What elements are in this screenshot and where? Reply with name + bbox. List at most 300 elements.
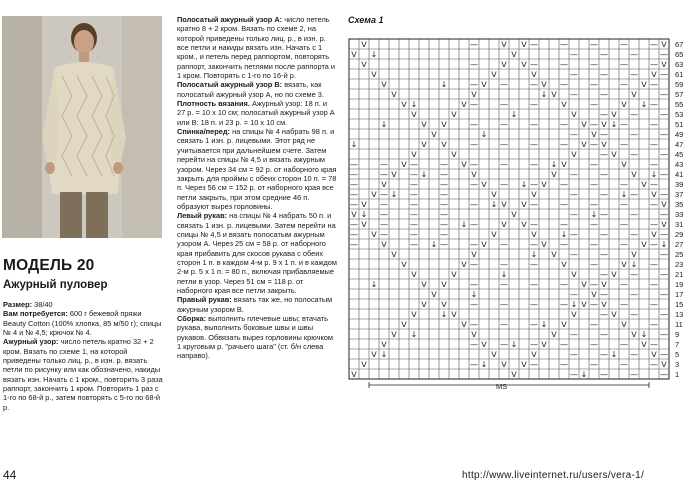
chart-cell-symbol: — (600, 330, 608, 339)
chart-cell-symbol: — (530, 160, 538, 169)
chart-row-label: 51 (675, 120, 684, 129)
chart-cell-symbol: ᐯ (571, 270, 577, 279)
chart-cell-symbol: — (630, 210, 638, 219)
chart-cell-symbol: — (660, 90, 668, 99)
chart-cell-symbol: ᐯ (381, 180, 387, 189)
chart-row-label: 33 (675, 210, 684, 219)
chart-cell-symbol: — (590, 200, 598, 209)
chart-cell-symbol: — (630, 270, 638, 279)
chart-cell-symbol: — (600, 150, 608, 159)
chart-cell-symbol: ᐯ (441, 280, 447, 289)
chart-cell-symbol: ↓ (500, 270, 508, 279)
chart-cell-symbol: — (620, 360, 628, 369)
chart-cell-symbol: — (500, 320, 508, 329)
chart-cell-symbol: ᐯ (651, 70, 657, 79)
chart-row-label: 29 (675, 230, 684, 239)
chart-cell-symbol: — (410, 210, 418, 219)
chart-cell-symbol: — (470, 160, 478, 169)
chart-cell-symbol: — (500, 180, 508, 189)
chart-cell-symbol: — (570, 250, 578, 259)
chart-cell-symbol: ↓ (580, 370, 588, 379)
chart-cell-symbol: — (560, 340, 568, 349)
chart-cell-symbol: — (500, 120, 508, 129)
chart-cell-symbol: ↓ (420, 170, 428, 179)
chart-cell-symbol: — (410, 160, 418, 169)
chart-cell-symbol: ᐯ (441, 300, 447, 309)
chart-cell-symbol: — (600, 290, 608, 299)
chart-cell-symbol: ᐯ (641, 80, 647, 89)
chart-cell-symbol: — (660, 230, 668, 239)
chart-cell-symbol: — (530, 40, 538, 49)
chart-cell-symbol: — (440, 220, 448, 229)
right-sleeve-label: Правый рукав: (177, 295, 232, 305)
chart-cell-symbol: ᐯ (521, 360, 527, 369)
chart-cell-symbol: ᐯ (601, 280, 607, 289)
right-sleeve-text: вязать так же, но полосатым ажурным узором В. (177, 295, 333, 314)
chart-cell-symbol: ↓ (520, 180, 528, 189)
chart-cell-symbol: ᐯ (461, 260, 467, 269)
chart-cell-symbol: — (600, 210, 608, 219)
chart-cell-symbol: ↓ (480, 130, 488, 139)
size-label: Размер: (3, 300, 33, 309)
model-photo (2, 16, 162, 238)
chart-cell-symbol: ᐯ (531, 70, 537, 79)
chart-cell-symbol: ᐯ (581, 120, 587, 129)
chart-cell-symbol: — (660, 130, 668, 139)
assembly-label: Сборка: (177, 314, 207, 323)
need-label: Вам потребуется: (3, 309, 68, 319)
chart-cell-symbol: ↓ (540, 90, 548, 99)
chart-cell-symbol: — (620, 200, 628, 209)
chart-cell-symbol: ᐯ (501, 40, 507, 49)
chart-cell-symbol: — (620, 180, 628, 189)
knitting-chart (347, 35, 698, 397)
chart-cell-symbol: — (470, 200, 478, 209)
chart-cell-symbol: ᐯ (661, 220, 667, 229)
chart-cell-symbol: ᐯ (361, 60, 367, 69)
chart-cell-symbol: — (560, 280, 568, 289)
chart-cell-symbol: — (530, 100, 538, 109)
chart-cell-symbol: ᐯ (661, 40, 667, 49)
chart-cell-symbol: — (660, 270, 668, 279)
chart-cell-symbol: ↓ (390, 190, 398, 199)
chart-cell-symbol: — (650, 300, 658, 309)
chart-cell-symbol: — (600, 370, 608, 379)
chart-cell-symbol: ᐯ (541, 240, 547, 249)
chart-cell-symbol: ᐯ (371, 70, 377, 79)
chart-cell-symbol: ᐯ (551, 330, 557, 339)
chart-cell-symbol: — (350, 190, 358, 199)
chart-cell-symbol: — (620, 60, 628, 69)
chart-cell-symbol: — (630, 110, 638, 119)
density-label: Плотность вязания. (177, 99, 250, 109)
chart-cell-symbol: — (470, 120, 478, 129)
chart-row-label: 47 (675, 140, 684, 149)
ms-bracket (369, 382, 649, 388)
chart-cell-symbol: — (570, 330, 578, 339)
chart-cell-symbol: — (630, 70, 638, 79)
chart-cell-symbol: — (590, 360, 598, 369)
assembly-text: выполнить плечевые швы; втачать рукава, выполнить боковые швы и швы рукавов. Обвязать вырез горловины крючком 1 круговым р. "рачьего шага" (ст. б/н слева направо). (177, 314, 333, 361)
chart-cell-symbol: — (650, 320, 658, 329)
chart-cell-symbol: ᐯ (561, 100, 567, 109)
pattern-paragraph (3, 337, 165, 412)
chart-cell-symbol: ᐯ (601, 120, 607, 129)
chart-row-label: 3 (675, 360, 680, 369)
chart-cell-symbol: — (470, 340, 478, 349)
chart-cell-symbol: — (660, 210, 668, 219)
chart-cell-symbol: — (600, 170, 608, 179)
chart-cell-symbol: ᐯ (531, 190, 537, 199)
chart-cell-symbol: ↓ (570, 300, 578, 309)
chart-cell-symbol: — (630, 350, 638, 359)
chart-row-label: 17 (675, 290, 684, 299)
chart-cell-symbol: ᐯ (631, 330, 637, 339)
chart-cell-symbol: — (410, 180, 418, 189)
pattern-a-paragraph (177, 15, 337, 80)
chart-cell-symbol: ↓ (640, 330, 648, 339)
chart-cell-symbol: ᐯ (601, 140, 607, 149)
chart-cell-symbol: — (500, 100, 508, 109)
chart-cell-symbol: — (660, 250, 668, 259)
chart-cell-symbol: ᐯ (611, 310, 617, 319)
chart-row-label: 21 (675, 270, 684, 279)
right-sleeve-paragraph (177, 295, 337, 314)
chart-cell-symbol: — (530, 360, 538, 369)
chart-cell-symbol: — (660, 310, 668, 319)
chart-cell-symbol: ᐯ (551, 170, 557, 179)
chart-cell-symbol: ᐯ (451, 310, 457, 319)
back-front-paragraph (177, 127, 337, 211)
chart-cell-symbol: ↓ (370, 50, 378, 59)
chart-cell-symbol: ↓ (510, 110, 518, 119)
chart-cell-symbol: — (530, 320, 538, 329)
chart-cell-symbol: — (650, 140, 658, 149)
chart-cell-symbol: ↓ (640, 100, 648, 109)
chart-cell-symbol: — (570, 230, 578, 239)
chart-cell-symbol: ᐯ (641, 180, 647, 189)
chart-cell-symbol: — (620, 340, 628, 349)
chart-cell-symbol: ᐯ (421, 140, 427, 149)
chart-row-label: 31 (675, 220, 684, 229)
chart-cell-symbol: ↓ (460, 220, 468, 229)
chart-cell-symbol: — (440, 200, 448, 209)
chart-cell-symbol: — (470, 360, 478, 369)
chart-cell-symbol: — (590, 340, 598, 349)
back-front-text: на спицы № 4 набрать 98 п. и связать 1 изн. р. лицевыми. Этот ряд не учитывается при дальнейшем счете. Затем перейти на спицы № 4,5 и вязать ажурным узором. Через 34 см = 92 р. от наборного края закрыть для проймы с обеих сторон 10 п. = 78 п. Через 56 см = 152 р. от наборного края все петли закрыть, при этом средние 46 п. образуют вырез горловины. (177, 127, 337, 211)
chart-cell-symbol: ᐯ (661, 360, 667, 369)
chart-cell-symbol: ᐯ (641, 240, 647, 249)
chart-cell-symbol: — (650, 360, 658, 369)
chart-row-label: 11 (675, 320, 683, 329)
instructions-column-2 (177, 15, 337, 361)
chart-cell-symbol: ᐯ (481, 80, 487, 89)
chart-cell-symbol: ᐯ (381, 340, 387, 349)
chart-row-label: 39 (675, 180, 684, 189)
chart-cell-symbol: ᐯ (611, 270, 617, 279)
chart-cell-symbol: ᐯ (371, 350, 377, 359)
chart-cell-symbol: — (470, 100, 478, 109)
chart-cell-symbol: — (530, 240, 538, 249)
chart-cell-symbol: ᐯ (651, 350, 657, 359)
chart-cell-symbol: ᐯ (351, 50, 357, 59)
chart-cell-symbol: ᐯ (481, 240, 487, 249)
need-paragraph (3, 309, 165, 337)
chart-cell-symbol: ↓ (660, 240, 668, 249)
chart-cell-symbol: ᐯ (661, 200, 667, 209)
chart-cell-symbol: — (440, 210, 448, 219)
chart-cell-symbol: ᐯ (621, 100, 627, 109)
chart-row-label: 7 (675, 340, 680, 349)
chart-cell-symbol: — (560, 200, 568, 209)
chart-cell-symbol: — (660, 70, 668, 79)
pattern-text: число петель кратно 32 + 2 кром. Вязать по схеме 1, на которой приведены только лиц. р., в изн. р. вязать петли по рисунку или как обозначено, накиды вязать изн. Начать с 1 кром., повторить 3 раза раппорт, закончить 1 кром. Повторить 1 раз с 1-го по 68-й р., затем повторять с 5-го по 68-й р. (3, 337, 163, 412)
chart-cell-symbol: — (600, 190, 608, 199)
chart-row-label: 65 (675, 50, 684, 59)
chart-cell-symbol: ᐯ (391, 90, 397, 99)
chart-cell-symbol: ᐯ (491, 350, 497, 359)
chart-cell-symbol: — (570, 50, 578, 59)
chart-cell-symbol: — (530, 340, 538, 349)
chart-cell-symbol: — (410, 200, 418, 209)
chart-cell-symbol: — (410, 230, 418, 239)
chart-cell-symbol: ᐯ (511, 210, 517, 219)
chart-cell-symbol: ᐯ (631, 170, 637, 179)
chart-cell-symbol: — (590, 280, 598, 289)
chart-cell-symbol: ᐯ (521, 60, 527, 69)
chart-cell-symbol: — (570, 190, 578, 199)
chart-cell-symbol: — (410, 170, 418, 179)
chart-cell-symbol: ᐯ (571, 110, 577, 119)
pattern-b-label: Полосатый ажурный узор В: (177, 80, 283, 90)
chart-row-label: 55 (675, 100, 684, 109)
chart-cell-symbol: ᐯ (591, 130, 597, 139)
chart-cell-symbol: ᐯ (391, 330, 397, 339)
chart-cell-symbol: ↓ (620, 190, 628, 199)
chart-row-label: 57 (675, 90, 684, 99)
chart-cell-symbol: — (500, 160, 508, 169)
chart-cell-symbol: ᐯ (411, 270, 417, 279)
chart-cell-symbol: — (410, 220, 418, 229)
chart-cell-symbol: ᐯ (561, 160, 567, 169)
chart-cell-symbol: — (470, 220, 478, 229)
chart-cell-symbol: — (560, 220, 568, 229)
instructions-column-1 (3, 300, 165, 412)
chart-cell-symbol: ↓ (610, 120, 618, 129)
chart-cell-symbol: ᐯ (561, 320, 567, 329)
chart-row-label: 35 (675, 200, 684, 209)
chart-cell-symbol: — (570, 370, 578, 379)
chart-cell-symbol: ᐯ (451, 150, 457, 159)
chart-cell-symbol: — (530, 300, 538, 309)
chart-cell-symbol: — (620, 240, 628, 249)
chart-cell-symbol: ᐯ (371, 190, 377, 199)
chart-cell-symbol: — (600, 230, 608, 239)
left-sleeve-text: на спицы № 4 набрать 50 п. и связать 1 изн. р. лицевыми. Затем перейти на спицы № 4,5 и вязать полосатым ажурным узором А. Через 25 см = 58 р. от наборного края прибавить для скосов рукава с обеих сторон 1 п. в каждом 4-м р. 9 х 1 п. и в каждом 2-м р. 5 х 1 п. = 80 п., включая прибавляемые петли в узор. Через 51 см = 118 р. от наборного края все петли закрыть. (177, 211, 337, 295)
chart-cell-symbol: ᐯ (631, 90, 637, 99)
chart-row-label: 53 (675, 110, 684, 119)
chart-cell-symbol: ᐯ (621, 160, 627, 169)
chart-cell-symbol: ᐯ (471, 90, 477, 99)
chart-cell-symbol: ᐯ (481, 340, 487, 349)
chart-cell-symbol: — (560, 180, 568, 189)
chart-cell-symbol: ᐯ (431, 290, 437, 299)
chart-row-label: 41 (675, 170, 684, 179)
chart-cell-symbol: ᐯ (381, 80, 387, 89)
chart-cell-symbol: ᐯ (641, 340, 647, 349)
chart-cell-symbol: — (630, 310, 638, 319)
chart-cell-symbol: — (660, 50, 668, 59)
chart-cell-symbol: — (500, 300, 508, 309)
chart-cell-symbol: ᐯ (571, 150, 577, 159)
chart-cell-symbol: — (470, 300, 478, 309)
chart-cell-symbol: ᐯ (421, 300, 427, 309)
footer-url: http://www.liveinternet.ru/users/vera-1/ (462, 470, 645, 481)
chart-cell-symbol: ᐯ (511, 370, 517, 379)
chart-cell-symbol: — (650, 260, 658, 269)
chart-cell-symbol: ↓ (350, 140, 358, 149)
chart-cell-symbol: — (530, 180, 538, 189)
chart-cell-symbol: — (660, 170, 668, 179)
chart-cell-symbol: ↓ (440, 310, 448, 319)
chart-cell-symbol: — (660, 290, 668, 299)
chart-cell-symbol: — (500, 80, 508, 89)
chart-cell-symbol: — (380, 210, 388, 219)
chart-cell-symbol: ↓ (370, 280, 378, 289)
chart-cell-symbol: — (620, 120, 628, 129)
chart-cell-symbol: — (590, 300, 598, 309)
chart-cell-symbol: ᐯ (421, 120, 427, 129)
chart-row-label: 43 (675, 160, 684, 169)
chart-cell-symbol: ᐯ (631, 250, 637, 259)
chart-cell-symbol: ↓ (550, 160, 558, 169)
chart-cell-symbol: ᐯ (611, 150, 617, 159)
chart-cell-symbol: ᐯ (611, 110, 617, 119)
chart-cell-symbol: — (630, 230, 638, 239)
chart-cell-symbol: — (350, 160, 358, 169)
chart-cell-symbol: — (560, 300, 568, 309)
chart-cell-symbol: — (650, 340, 658, 349)
chart-cell-symbol: — (440, 160, 448, 169)
chart-cell-symbol: ᐯ (351, 370, 357, 379)
chart-cell-symbol: — (530, 120, 538, 129)
chart-cell-symbol: ↓ (590, 210, 598, 219)
chart-cell-symbol: ᐯ (501, 60, 507, 69)
chart-cell-symbol: ᐯ (491, 70, 497, 79)
chart-cell-symbol: ᐯ (411, 110, 417, 119)
chart-cell-symbol: — (650, 180, 658, 189)
chart-cell-symbol: — (600, 350, 608, 359)
chart-cell-symbol: — (590, 220, 598, 229)
chart-cell-symbol: — (590, 60, 598, 69)
chart-cell-symbol: — (590, 120, 598, 129)
chart-cell-symbol: — (380, 200, 388, 209)
chart-cell-symbol: ᐯ (571, 310, 577, 319)
chart-cell-symbol: — (470, 60, 478, 69)
back-front-label: Спинка/перед: (177, 127, 231, 137)
chart-cell-symbol: — (560, 360, 568, 369)
chart-cell-symbol: — (650, 280, 658, 289)
chart-cell-symbol: ᐯ (391, 250, 397, 259)
chart-row-label: 23 (675, 260, 684, 269)
left-sleeve-paragraph (177, 211, 337, 295)
chart-cell-symbol: — (380, 170, 388, 179)
chart-cell-symbol: ᐯ (461, 100, 467, 109)
chart-cell-symbol: ↓ (480, 360, 488, 369)
chart-cell-symbol: — (440, 180, 448, 189)
chart-cell-symbol: ↓ (490, 200, 498, 209)
chart-cell-symbol: — (660, 150, 668, 159)
chart-cell-symbol: — (440, 240, 448, 249)
chart-cell-symbol: ↓ (510, 340, 518, 349)
chart-cell-symbol: — (650, 60, 658, 69)
chart-cell-symbol: — (560, 80, 568, 89)
chart-cell-symbol: ᐯ (521, 220, 527, 229)
chart-cell-symbol: ↓ (410, 100, 418, 109)
chart-cell-symbol: ᐯ (471, 330, 477, 339)
pattern-b-paragraph (177, 80, 337, 99)
schema-title: Схема 1 (348, 15, 384, 25)
knitting-chart-grid (347, 35, 698, 397)
chart-cell-symbol: — (530, 140, 538, 149)
chart-cell-symbol: — (600, 90, 608, 99)
chart-cell-symbol: ↓ (610, 350, 618, 359)
pattern-label: Ажурный узор: (3, 337, 59, 347)
chart-cell-symbol: — (470, 140, 478, 149)
chart-cell-symbol: ᐯ (391, 170, 397, 179)
size-value: 38/40 (34, 300, 53, 309)
chart-cell-symbol: — (560, 60, 568, 69)
chart-cell-symbol: — (500, 240, 508, 249)
chart-cell-symbol: ᐯ (361, 360, 367, 369)
chart-cell-symbol: ᐯ (451, 270, 457, 279)
chart-cell-symbol: ᐯ (591, 290, 597, 299)
chart-cell-symbol: — (500, 260, 508, 269)
chart-cell-symbol: — (530, 260, 538, 269)
chart-row-label: 15 (675, 300, 684, 309)
chart-cell-symbol: — (410, 240, 418, 249)
chart-cell-symbol: ᐯ (541, 180, 547, 189)
chart-row-label: 25 (675, 250, 684, 259)
model-title: МОДЕЛЬ 20 (3, 257, 95, 274)
chart-cell-symbol: ᐯ (561, 260, 567, 269)
chart-cell-symbol: — (560, 140, 568, 149)
chart-cell-symbol: ↓ (530, 250, 538, 259)
chart-cell-symbol: — (350, 220, 358, 229)
size-paragraph (3, 300, 165, 309)
chart-cell-symbol: — (470, 260, 478, 269)
chart-cell-symbol: ᐯ (581, 140, 587, 149)
chart-cell-symbol: — (590, 180, 598, 189)
chart-cell-symbol: ↓ (650, 170, 658, 179)
chart-cell-symbol: ᐯ (371, 230, 377, 239)
chart-cell-symbol: — (660, 330, 668, 339)
chart-cell-symbol: ↓ (560, 230, 568, 239)
left-sleeve-label: Левый рукав: (177, 211, 228, 221)
chart-cell-symbol: — (470, 180, 478, 189)
chart-cell-symbol: ᐯ (421, 280, 427, 289)
chart-cell-symbol: ᐯ (651, 230, 657, 239)
chart-cell-symbol: ᐯ (621, 320, 627, 329)
chart-row-label: 13 (675, 310, 684, 319)
chart-cell-symbol: ᐯ (441, 140, 447, 149)
chart-cell-symbol: — (660, 350, 668, 359)
chart-row-labels (675, 40, 683, 379)
pattern-b-text: вязать, как полосатый ажурный узор А, но по схеме 3. (177, 80, 324, 99)
chart-cell-symbol: — (560, 240, 568, 249)
chart-cell-symbol: ↓ (440, 80, 448, 89)
chart-cell-symbol: — (380, 190, 388, 199)
